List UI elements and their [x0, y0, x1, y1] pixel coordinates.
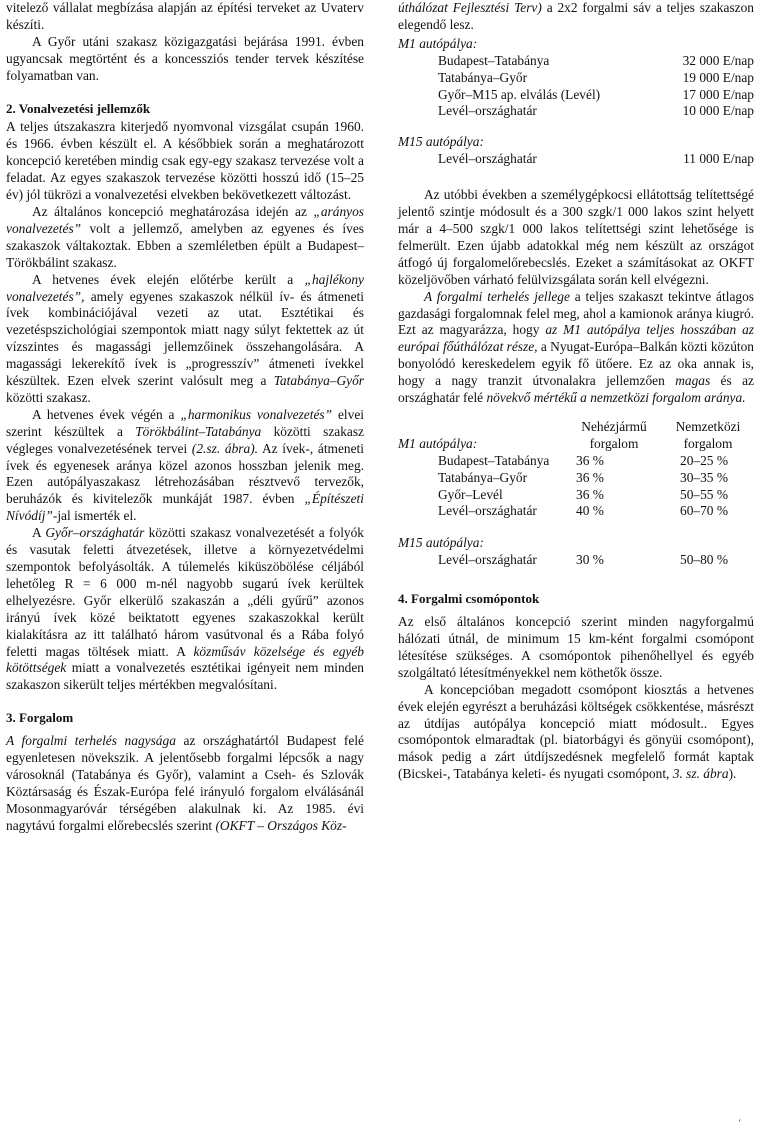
heavy-share: 36 % — [576, 469, 604, 485]
segment-name: Budapest–Tatabánya — [438, 52, 550, 68]
col-intl-header: Nemzetközi — [675, 418, 741, 434]
segment-name: Tatabánya–Győr — [438, 469, 528, 485]
share-table — [398, 419, 754, 569]
left-column — [6, 0, 364, 835]
segment-name: Levél–országhatár — [438, 503, 537, 519]
col-intl-header: forgalom — [683, 435, 733, 451]
paragraph: Az általános koncepció meghatározása idején az „arányos vonalvezetés” volt a jellemző, amelyben az egyenes és íves szakaszok váltakoztak. Ebben a szemléletben épült a Budapest–Törökbálint szakasz. — [6, 203, 364, 270]
intl-share: 50–55 % — [680, 486, 728, 502]
table-row — [398, 453, 754, 470]
paragraph: A forgalmi terhelés nagysága az országhatártól Budapest felé egyenletesen növekszik. A jelentősebb forgalmi lépcsők a nagy városoknál (Tatabánya és Győr), valamint a Cseh- és Szlovák Köztársaság és Észak-Európa felé irányuló forgalom elválásánál Mosonmagyaróvár térségében alakulnak ki. Az 1985. évi nagytávú forgalmi előrebecslés szerint (OKFT – Országos Köz- — [6, 733, 364, 833]
paragraph: A teljes útszakaszra kiterjedő nyomvonal vizsgálat csupán 1960. és 1966. évben készült el. A későbbiek során a meghatározott koncepció keretében mindig csak egy-egy szakasz tervezése volt a feladat. Az egyes szakaszok tervezése közötti hosszú idő (15–25 év) jól tükrözi a vonalvezetési elvekben bekövetkezett változást. — [6, 119, 364, 203]
m1-label: M1 autópálya: — [398, 435, 478, 451]
paragraph: Az utóbbi években a személygépkocsi ellátottság telítettségé jelentő szintje módosult és a 300 szgk/1 000 lakos szint helyett már a 4–500 szgk/1 000 lakos telítettségi szint lehetősége is felmerült. Ezen újabb adatokkal még nem készült az országot átfogó új forgalomelőrebecslés. Ezeket a számításokat az OKFT közeljövőben várható felülvizsgálata során kell elvégezni. — [398, 187, 754, 287]
segment-name: Levél–országhatár — [438, 552, 537, 568]
paragraph: A hetvenes évek elején előtérbe került a „hajlékony vonalvezetés”, amely egyenes szakaszok nélkül ív- és átmeneti ívek kombinációjával vezeti az utat. Esztétikai és vezetéspszichológiai szempontok miatt nagy súlyt fektettek az út vízszintes és magassági jellemzőinek összehangolására. A magassági lekerekítő ívek is „progresszív” átmeneti ívekkel készültek. Ezen elvek szerint valósult meg a Tatabánya–Győr közötti szakasz. — [6, 271, 364, 405]
paragraph: A Győr utáni szakasz közigazgatási bejárása 1991. évben ugyancsak megtörtént és a koncessziós tender tervek készítése folyamatban van. — [6, 33, 364, 83]
heavy-share: 30 % — [576, 552, 604, 568]
segment-name: Levél–országhatár — [438, 103, 537, 119]
m15-volume-table — [398, 151, 754, 168]
section-heading-4: 4. Forgalmi csomópontok — [398, 591, 540, 607]
page-mark: ‘ — [738, 1118, 742, 1129]
col-heavy-header: forgalom — [589, 435, 639, 451]
table-row — [398, 151, 754, 168]
paragraph: Az első általános koncepció szerint minden nagyforgalmú hálózati útnál, de minimum 15 km-ként forgalmi csomópont létesítése szükséges. A csomópontok pihenőhellyel és egyéb szolgáltató létesítményekkel nem köthetők össze. — [398, 614, 754, 680]
col-heavy-header: Nehézjármű — [581, 418, 647, 434]
heavy-share: 36 % — [576, 486, 604, 502]
table-row — [398, 87, 754, 104]
traffic-value: 17 000 E/nap — [682, 86, 754, 102]
segment-name: Tatabánya–Győr — [438, 69, 528, 85]
traffic-value: 32 000 E/nap — [682, 52, 754, 68]
table-row — [398, 503, 754, 520]
m15-label: M15 autópálya: — [398, 535, 484, 551]
m1-volume-table — [398, 53, 754, 121]
intl-share: 20–25 % — [680, 452, 728, 468]
paragraph: A forgalmi terhelés jellege a teljes szakaszt tekintve átlagos gazdasági forgalomnak felel meg, ahol a kamionok aránya kiugró. Ezt az magyarázza, hogy az M1 autópálya teljes hosszában az európai főúthálózat része, a Nyugat-Európa–Balkán közti közúton bonyolódó kereskedelem egyik fő ütőere. Ez az oka annak is, hogy a nagy tranzit útvonalakra jellemzően magas és az országhatár felé növekvő mértékű a nemzetközi forgalom aránya. — [398, 288, 754, 406]
table-row — [398, 470, 754, 487]
table-row — [398, 70, 754, 87]
segment-name: Győr–M15 ap. elválás (Levél) — [438, 86, 601, 102]
intl-share: 50–80 % — [680, 552, 728, 568]
paragraph: A koncepcióban megadott csomópont kiosztás a hetvenes évek elején egyrészt a beruházási költségek csökkentése, másrészt az útdíjas autópálya koncepció miatt módosult.. Egyes csomópontok elmaradtak (pl. biatorbágyi és gönyüi csomópont), mások pedig a zárt útdíjszedésnek megfelelő formát kaptak (Bicskei-, Tatabánya keleti- és nyugati csomópont, 3. sz. ábra). — [398, 681, 754, 782]
heavy-share: 36 % — [576, 452, 604, 468]
table-row — [398, 53, 754, 70]
segment-name: Győr–Levél — [438, 486, 503, 502]
paragraph: vitelező vállalat megbízása alapján az építési terveket az Uvaterv készíti. — [6, 0, 364, 32]
traffic-value: 19 000 E/nap — [682, 69, 754, 85]
paragraph: úthálózat Fejlesztési Terv) a 2x2 forgalmi sáv a teljes szakaszon elegendő lesz. — [398, 0, 754, 32]
right-column — [398, 0, 754, 783]
traffic-value: 11 000 E/nap — [683, 151, 754, 167]
table-row — [398, 103, 754, 120]
heavy-share: 40 % — [576, 503, 604, 519]
intl-share: 60–70 % — [680, 503, 728, 519]
segment-name: Levél–országhatár — [438, 151, 537, 167]
table-row — [398, 552, 754, 569]
segment-name: Budapest–Tatabánya — [438, 452, 550, 468]
m15-label: M15 autópálya: — [398, 134, 484, 150]
m1-label: M1 autópálya: — [398, 35, 478, 51]
section-heading-3: 3. Forgalom — [6, 710, 74, 726]
paragraph: A Győr–országhatár közötti szakasz vonalvezetését a folyók és vasutak feletti átvezetések, illetve a környezetvédelmi szempontok befolyásolták. A túlemelés kiküszöbölése céljából lehetőleg R = 6 000 m-nél nagyobb sugarú ívek kerültek elhelyezésre. Győr elkerülő szakaszán a „déli gyűrű” azonos irányú ívek közé beiktatott egyenes szakaszokkal került kialakításra az itt található három vasútvonal és a Rába folyó feletti magas töltések miatt. A közműsáv közelsége és egyéb kötöttségek miatt a vonalvezetés esztétikai igényeit nem minden szakaszon sikerült teljes mértékben megvalósítani. — [6, 525, 365, 693]
traffic-value: 10 000 E/nap — [682, 103, 754, 119]
paragraph: A hetvenes évek végén a „harmonikus vonalvezetés” elvei szerint készültek a Törökbálint–Tatabánya közötti szakasz végleges vonalvezetésének tervei (2.sz. ábra). Az ívek-, átmeneti ívek és egyenesek aránya közel azonos hosszban jelenik meg. Ezen autópályaszakasz létrehozásában résztvevő tervezők, beruházók és kivitelezők munkáját 1987. évben „Építészeti Nívódíj”-jal ismerték el. — [6, 406, 364, 524]
intl-share: 30–35 % — [680, 469, 728, 485]
table-row — [398, 487, 754, 504]
section-heading-2: 2. Vonalvezetési jellemzők — [6, 100, 151, 116]
